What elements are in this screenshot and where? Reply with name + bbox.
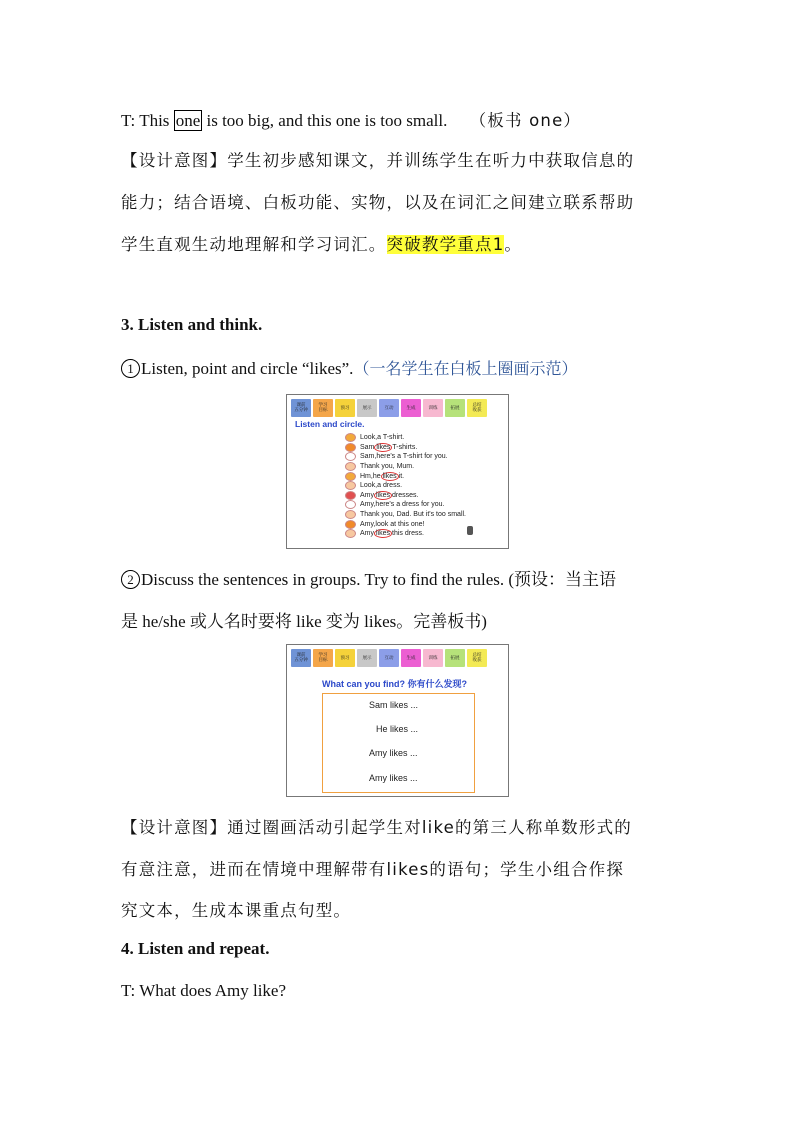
rule-sentence: Amy likes ... <box>369 773 418 783</box>
board-note: （板书 one） <box>469 111 582 130</box>
dialogue-line <box>345 481 402 491</box>
slide-listen-and-circle <box>286 394 509 549</box>
slide-nav-bar <box>291 649 489 667</box>
slide-nav-tab[interactable]: 互动 <box>379 399 399 417</box>
dialogue-text: Thank you, Dad. But it's too small. <box>360 511 466 519</box>
slide-nav-tab[interactable]: 总结 收获 <box>467 399 487 417</box>
circled-number: 2 <box>121 570 140 589</box>
text-segment: is too big, and this one is too small. <box>202 111 448 130</box>
dialogue-line <box>345 529 424 539</box>
dialogue-text: Amy,here's a dress for you. <box>360 501 445 509</box>
circled-word: likes <box>382 472 397 480</box>
character-face-icon <box>345 481 356 490</box>
circled-word: likes <box>376 530 391 538</box>
dialogue-text: Hm,he <box>360 472 381 480</box>
character-face-icon <box>345 500 356 509</box>
slide-nav-bar <box>291 399 489 417</box>
step-2-line-1 <box>121 565 616 590</box>
dialogue-text: Amy <box>360 491 374 499</box>
dialogue-line <box>345 471 404 481</box>
text-segment: 学生直观生动地理解和学习词汇。 <box>121 235 387 254</box>
slide-nav-tab[interactable]: 拓展 <box>445 399 465 417</box>
slide-nav-tab[interactable]: 展示 <box>357 399 377 417</box>
slide-nav-tab[interactable]: 学习 目标 <box>313 649 333 667</box>
text-segment: T: This <box>121 111 174 130</box>
speaker-icon <box>467 526 473 535</box>
character-face-icon <box>345 529 356 538</box>
dialogue-text: Thank you, Mum. <box>360 463 415 471</box>
dialogue-text: Look,a dress. <box>360 482 403 490</box>
circled-word: likes <box>376 491 391 499</box>
rules-box <box>322 693 475 793</box>
slide-nav-tab[interactable]: 训练 <box>423 649 443 667</box>
section-3-heading: 3. Listen and think. <box>121 315 263 334</box>
slide-nav-tab[interactable]: 生成 <box>401 399 421 417</box>
dialogue-line-this-one <box>121 107 581 131</box>
boxed-word: one <box>175 111 201 130</box>
character-face-icon <box>345 491 356 500</box>
step-2-line-2: 是 he/she 或人名时要将 like 变为 likes。完善板书) <box>121 612 487 631</box>
dialogue-line <box>345 443 417 453</box>
dialogue-text: Amy,look at this one! <box>360 520 425 528</box>
slide-nav-tab[interactable]: 预习 <box>335 399 355 417</box>
character-face-icon <box>345 433 356 442</box>
step-1-line <box>121 356 577 379</box>
character-face-icon <box>345 462 356 471</box>
slide-nav-tab[interactable]: 拓展 <box>445 649 465 667</box>
design-intent-2-line-2: 有意注意，进而在情境中理解带有likes的语句；学生小组合作探 <box>121 860 625 879</box>
character-face-icon <box>345 510 356 519</box>
section-4-heading: 4. Listen and repeat. <box>121 939 270 958</box>
circled-word: likes <box>376 443 391 451</box>
slide-title: What can you find? 你有什么发现? <box>322 679 467 689</box>
dialogue-line <box>345 491 418 501</box>
dialogue-line <box>345 452 448 462</box>
dialogue-line <box>345 433 404 443</box>
slide-title: Listen and circle. <box>295 419 365 429</box>
dialogue-line <box>345 462 414 472</box>
design-intent-1-line-3 <box>121 231 522 255</box>
character-face-icon <box>345 472 356 481</box>
rule-sentence: He likes ... <box>376 724 419 734</box>
dialogue-line <box>345 519 424 529</box>
circled-number: 1 <box>121 359 140 378</box>
design-intent-1-line-1: 【设计意图】学生初步感知课文，并训练学生在听力中获取信息的 <box>121 151 635 170</box>
dialogue-text: T-shirts. <box>392 443 418 451</box>
slide-what-can-you-find <box>286 644 509 797</box>
design-intent-2-line-1: 【设计意图】通过圈画活动引起学生对like的第三人称单数形式的 <box>121 818 632 837</box>
dialogue-text: dresses. <box>392 491 419 499</box>
highlighted-key-point: 突破教学重点1 <box>386 235 505 254</box>
dialogue-line <box>345 500 444 510</box>
character-face-icon <box>345 452 356 461</box>
slide-nav-tab[interactable]: 训练 <box>423 399 443 417</box>
text-segment: 。 <box>504 235 523 254</box>
slide-nav-tab[interactable]: 互动 <box>379 649 399 667</box>
dialogue-text: Sam,here's a T-shirt for you. <box>360 453 448 461</box>
dialogue-text: this dress. <box>392 530 424 538</box>
dialogue-text: Sam <box>360 443 375 451</box>
slide-nav-tab[interactable]: 课前 五分钟 <box>291 649 311 667</box>
slide-nav-tab[interactable]: 生成 <box>401 649 421 667</box>
step-text: Listen, point and circle “likes”. <box>141 359 354 378</box>
character-face-icon <box>345 520 356 529</box>
dialogue-text: Look,a T-shirt. <box>360 434 405 442</box>
step-note: （一名学生在白板上圈画示范） <box>353 359 578 378</box>
dialogue-line <box>345 510 466 520</box>
slide-nav-tab[interactable]: 展示 <box>357 649 377 667</box>
step-text: Discuss the sentences in groups. Try to find the rules. (预设：当主语 <box>141 570 617 589</box>
slide-nav-tab[interactable]: 学习 目标 <box>313 399 333 417</box>
teacher-question: T: What does Amy like? <box>121 981 287 1000</box>
design-intent-2-line-3: 究文本，生成本课重点句型。 <box>121 901 352 920</box>
slide-nav-tab[interactable]: 总结 收获 <box>467 649 487 667</box>
slide-nav-tab[interactable]: 预习 <box>335 649 355 667</box>
character-face-icon <box>345 443 356 452</box>
dialogue-text: it. <box>398 472 405 480</box>
dialogue-text: Amy <box>360 530 374 538</box>
rule-sentence: Amy likes ... <box>369 748 418 758</box>
rule-sentence: Sam likes ... <box>369 700 419 710</box>
design-intent-1-line-2: 能力；结合语境、白板功能、实物，以及在词汇之间建立联系帮助 <box>121 193 635 212</box>
slide-nav-tab[interactable]: 课前 五分钟 <box>291 399 311 417</box>
